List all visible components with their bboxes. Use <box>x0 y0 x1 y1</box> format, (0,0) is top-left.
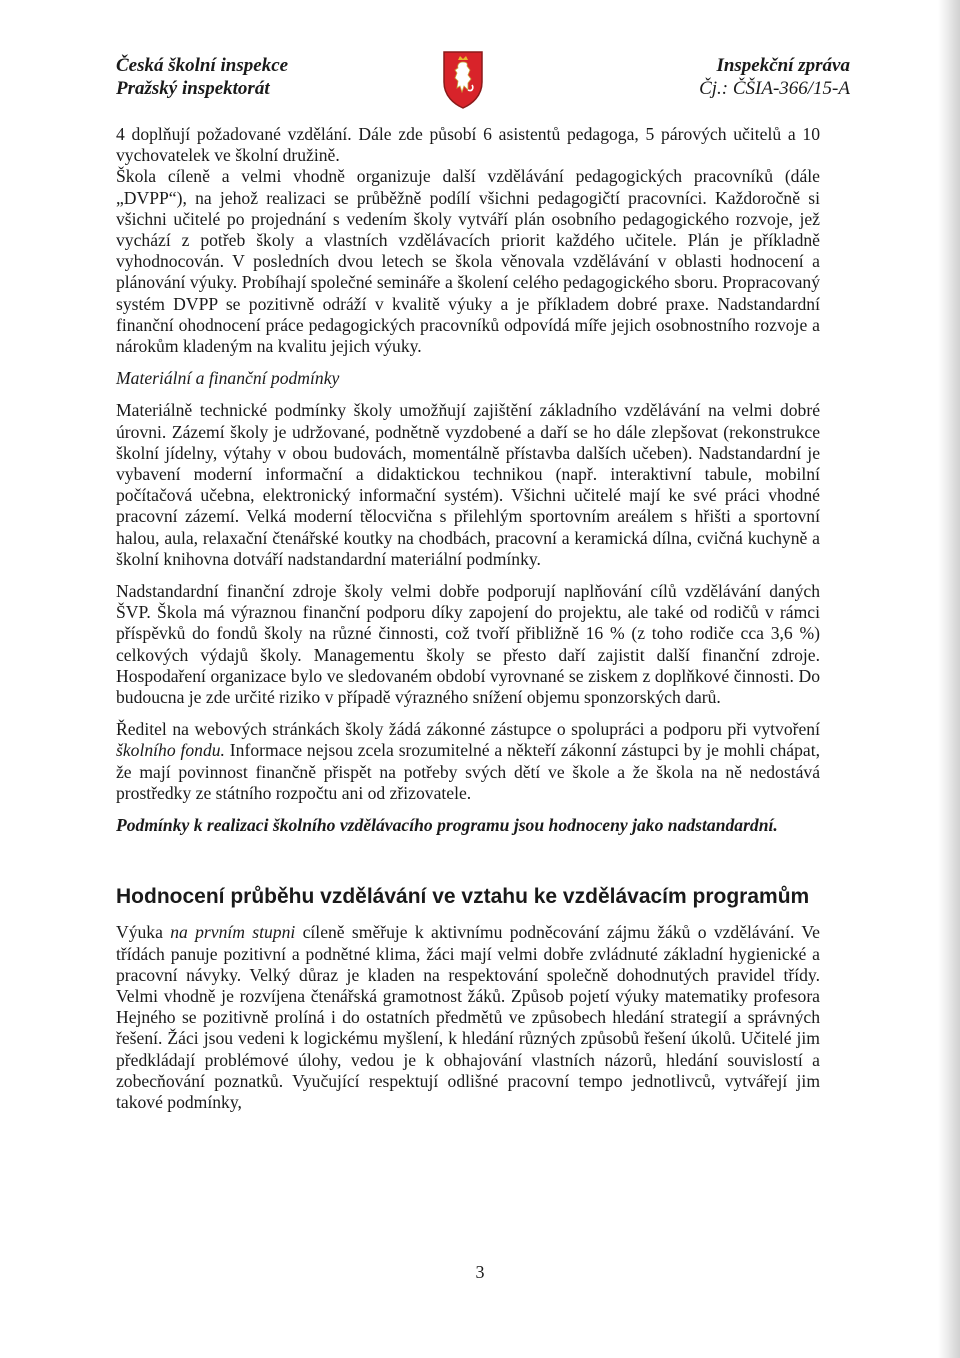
paragraph-material: Materiálně technické podmínky školy umožňují zajištění základního vzdělávání na velmi dobré úrovni. Zázemí školy je udržované, podnětně vyzdobené a daří se ho dále zlepšovat (rekonstrukce školní jídelny, výtahy v obou budovách, momentálně přístavba dalších učeben). Nadstandardní je vybavení moderní informační a didaktickou technikou (např. interaktivní tabule, mobilní počítačová učebna, elektronický informační systém). Všichni učitelé mají ke své práci vhodné pracovní zázemí. Velká moderní tělocvična s přilehlým sportovním areálem s hřišti a sportovní halou, aula, relaxační čtenářské koutky na chodbách, pracovní a keramická dílna, cvičná kuchyně a školní knihovna dotváří nadstandardní materiální podmínky. <box>116 400 820 569</box>
teaching-text-after: cíleně směřuje k aktivnímu podněcování zájmu žáků o vzdělávání. Ve třídách panuje pozitivní a podnětné klima, žáci mají velmi dobře zvládnuté základní hygienické a pracovní návyky. Velký důraz je kladen na respektování společně dohodnutých pravidel třídy. Velmi vhodně je rozvíjena čtenářská gramotnost žáků. Způsob pojetí výuky matematiky profesora Hejného se pozitivně prolíná i do ostatních předmětů ve způsobech hledání strategií a správných řešení. Žáci jsou vedeni k logickému myšlení, k hledání různých způsobů řešení úkolů. Učitelé jim předkládají problémové úlohy, vedou je k obhajování vlastních názorů, hledání souvislostí a zobecňování poznatků. Vyučující respektují odlišné pracovní tempo jednotlivců, vytvářejí jim takové podmínky, <box>116 922 820 1112</box>
page-content <box>116 124 820 1124</box>
page-header <box>116 54 850 104</box>
header-org-line1: Česká školní inspekce <box>116 55 289 76</box>
paragraph-dvpp: Škola cíleně a velmi vhodně organizuje další vzdělávání pedagogických pracovníků (dále „DVPP“), na jehož realizaci se průběžně podílí všichni pedagogičtí pracovníci. Každoročně si všichni učitelé po projednání s vedením školy vytváří plán osobního pedagogického rozvoje, jež vychází z potřeb školy a vlastních vzdělávacích priorit každého učitele. Plán je příkladně vyhodnocován. V posledních dvou letech se škola věnovala vzdělávání v oblasti hodnocení a plánování výuky. Probíhají společné semináře a školení celého pedagogického sboru. Propracovaný systém DVPP se pozitivně odráží v kvalitě výuky a je příkladem dobré praxe. Nadstandardní finanční ohodnocení práce pedagogických pracovníků odpovídá míře jejich osobnostního rozvoje a nárokům kladeným na kvalitu jejich výuky. <box>116 166 820 357</box>
teaching-text-before: Výuka <box>116 922 171 943</box>
teaching-text-italic: na prvním stupni <box>170 922 296 943</box>
paragraph-teaching <box>116 922 820 1113</box>
section-title: Hodnocení průběhu vzdělávání ve vztahu ke vzdělávacím programům <box>116 885 810 909</box>
header-document-info <box>699 54 850 100</box>
paragraph-director <box>116 719 820 804</box>
header-organization <box>116 54 288 100</box>
conclusion-statement: Podmínky k realizaci školního vzdělávacího programu jsou hodnoceny jako nadstandardní. <box>116 815 778 836</box>
page-number: 3 <box>475 1262 485 1282</box>
director-text-italic: školního fondu. <box>116 740 225 761</box>
director-text-before: Ředitel na webových stránkách školy žádá zákonné zástupce o spolupráci a podporu při vytvoření <box>116 719 820 740</box>
subheading-material-conditions: Materiální a finanční podmínky <box>116 368 340 389</box>
paragraph-staff: 4 doplňují požadované vzdělání. Dále zde působí 6 asistentů pedagoga, 5 párových učitelů a 10 vychovatelek ve školní družině. <box>116 124 820 166</box>
director-text-after: Informace nejsou zcela srozumitelné a někteří zákonní zástupci by je mohli chápat, že mají povinnost finančně přispět na potřeby svých dětí ve škole a že škola na ně nedostává prostředky ze státního rozpočtu ani od zřizovatele. <box>116 740 821 803</box>
header-org-line2: Pražský inspektorát <box>116 78 270 99</box>
header-reference-number: Čj.: ČŠIA-366/15-A <box>699 78 850 99</box>
header-doc-type: Inspekční zpráva <box>716 55 850 76</box>
coat-of-arms-icon <box>438 48 488 110</box>
paragraph-finance: Nadstandardní finanční zdroje školy velmi dobře podporují naplňování cílů vzdělávání daných ŠVP. Škola má výraznou finanční podporu díky zapojení do projektu, ale také od rodičů v rámci příspěvků do fondů školy na různé činnosti, což tvoří přibližně 16 % (z toho rodiče cca 3,6 %) celkových výdajů školy. Managementu školy se přesto daří zajistit další finanční zdroje. Hospodaření organizace bylo ve sledovaném období vyrovnané se ziskem z doplňkové činnosti. Do budoucna je zde určité riziko v případě výrazného snížení objemu sponzorských darů. <box>116 581 820 708</box>
scan-edge-shadow <box>938 0 960 1358</box>
